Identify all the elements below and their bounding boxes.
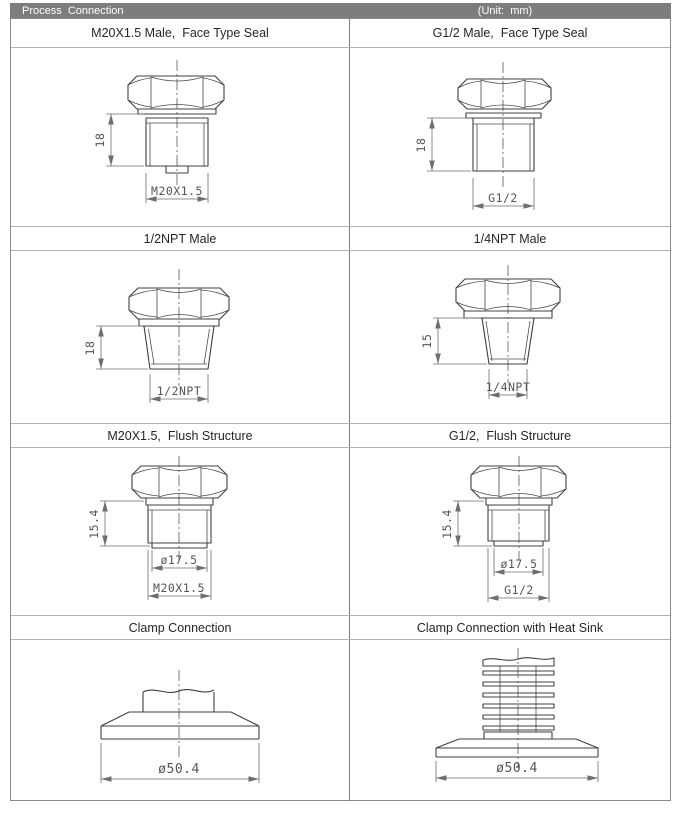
dim-label-height: 18: [414, 137, 428, 153]
dim-label-height: 15.4: [87, 509, 101, 539]
unit-label: (Unit: mm): [477, 4, 533, 17]
connection-table: [10, 18, 671, 801]
cell-title-g12-flush: G1/2, Flush Structure: [448, 428, 572, 443]
dim-label-thread: M20X1.5: [153, 581, 205, 595]
cell-title-clamp-heatsink: Clamp Connection with Heat Sink: [416, 620, 604, 635]
m20-flush-diagram: [11, 448, 350, 615]
dim-label-diameter: ø17.5: [160, 553, 198, 567]
cell-title-m20-flush: M20X1.5, Flush Structure: [11, 424, 350, 447]
npt14-diagram: [350, 251, 672, 423]
drawing-m20-flush: [11, 448, 350, 615]
cell-title-14npt: 1/4NPT Male: [473, 231, 547, 246]
drawing-clamp: [11, 640, 350, 801]
dim-label-diameter: ø17.5: [500, 557, 538, 571]
drawing-14npt: [350, 251, 670, 423]
dim-label-thread: 1/2NPT: [156, 384, 202, 398]
drawing-row-3: [11, 448, 670, 615]
dim-label-height: 15.4: [440, 509, 454, 539]
drawing-clamp-heatsink: [350, 640, 670, 801]
dim-label-thread: G1/2: [488, 191, 518, 205]
dim-label-diameter: ø50.4: [158, 762, 200, 777]
cell-title-m20-face-seal: M20X1.5 Male, Face Type Seal: [11, 19, 350, 47]
clamp-heatsink-diagram: [350, 640, 672, 801]
drawing-row-1: [11, 48, 670, 226]
drawing-row-2: [11, 251, 670, 423]
title-row-3: [11, 423, 670, 448]
drawing-g12-face-seal: [350, 48, 670, 226]
header-title: Process Connection: [22, 4, 124, 17]
npt12-diagram: [11, 251, 350, 423]
dim-label-thread: M20X1.5: [151, 184, 203, 198]
dim-label-height: 18: [93, 132, 107, 148]
drawing-m20x15-face-seal: [11, 48, 350, 226]
m20-face-seal-diagram: [11, 48, 350, 226]
dim-label-thread: G1/2: [504, 583, 534, 597]
drawing-row-4: [11, 640, 670, 801]
header-bar: [10, 3, 671, 18]
g12-flush-diagram: [350, 448, 672, 615]
clamp-diagram: [11, 640, 350, 801]
g12-face-seal-diagram: [350, 48, 672, 226]
title-row-1: [11, 19, 670, 48]
dim-label-diameter: ø50.4: [496, 761, 538, 776]
dim-label-height: 18: [83, 340, 97, 356]
dim-label-thread: 1/4NPT: [485, 380, 531, 394]
dim-label-height: 15: [420, 333, 434, 349]
title-row-2: [11, 226, 670, 251]
drawing-12npt: [11, 251, 350, 423]
cell-title-g12-face-seal: G1/2 Male, Face Type Seal: [432, 26, 588, 40]
cell-title-clamp: Clamp Connection: [11, 616, 350, 639]
drawing-g12-flush: [350, 448, 670, 615]
cell-title-12npt: 1/2NPT Male: [11, 227, 350, 250]
title-row-4: [11, 615, 670, 640]
